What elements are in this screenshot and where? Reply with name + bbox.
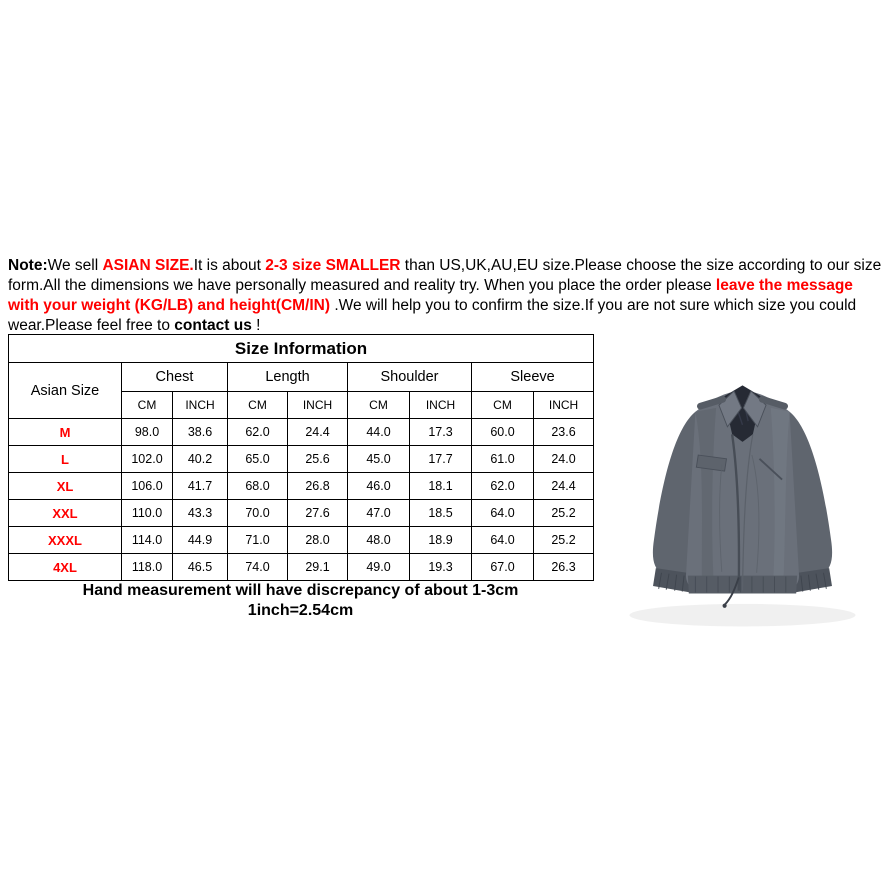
measurement-value: 61.0 [472, 446, 534, 473]
asian-size-header: Asian Size [9, 363, 122, 419]
disclaimer-line1: Hand measurement will have discrepancy of about 1-3cm [82, 582, 519, 599]
measurement-value: 114.0 [122, 527, 173, 554]
measurement-value: 67.0 [472, 554, 534, 581]
measurement-value: 64.0 [472, 500, 534, 527]
measurement-value: 25.2 [534, 500, 594, 527]
jacket-illustration [600, 342, 885, 634]
note-segment: It is about [193, 256, 266, 274]
note-segment: than US,UK,AU,EU size.Please choose the size according to our size form.All the dimensions we have personally measured and reality try. When you place the order please [8, 256, 882, 294]
unit-cm: CM [228, 392, 288, 419]
size-label: XXL [9, 500, 122, 527]
measurement-value: 48.0 [348, 527, 410, 554]
sleeve-header: Sleeve [472, 363, 594, 392]
note-contact-us: contact us [174, 316, 252, 334]
note-highlight-smaller: 2-3 size SMALLER [265, 256, 401, 274]
jacket-photo [600, 342, 885, 634]
measurement-value: 62.0 [472, 473, 534, 500]
table-title: Size Information [9, 335, 594, 363]
measurement-value: 27.6 [288, 500, 348, 527]
measurement-value: 74.0 [228, 554, 288, 581]
measurement-value: 19.3 [410, 554, 472, 581]
size-label: XL [9, 473, 122, 500]
measurement-value: 24.4 [534, 473, 594, 500]
measurement-value: 17.7 [410, 446, 472, 473]
table-row [9, 500, 594, 527]
measurement-value: 64.0 [472, 527, 534, 554]
measurement-value: 18.5 [410, 500, 472, 527]
measurement-value: 38.6 [173, 419, 228, 446]
measurement-value: 28.0 [288, 527, 348, 554]
shoulder-header: Shoulder [348, 363, 472, 392]
table-row [9, 554, 594, 581]
measurement-value: 65.0 [228, 446, 288, 473]
measurement-value: 70.0 [228, 500, 288, 527]
measurement-value: 47.0 [348, 500, 410, 527]
measurement-value: 44.9 [173, 527, 228, 554]
unit-inch: INCH [173, 392, 228, 419]
unit-cm: CM [122, 392, 173, 419]
measurement-value: 17.3 [410, 419, 472, 446]
size-label: XXXL [9, 527, 122, 554]
measurement-value: 25.6 [288, 446, 348, 473]
measurement-value: 68.0 [228, 473, 288, 500]
table-row [9, 527, 594, 554]
measurement-value: 26.3 [534, 554, 594, 581]
measurement-value: 24.4 [288, 419, 348, 446]
measurement-value: 71.0 [228, 527, 288, 554]
size-label: 4XL [9, 554, 122, 581]
measurement-value: 23.6 [534, 419, 594, 446]
measurement-value: 46.5 [173, 554, 228, 581]
size-label: L [9, 446, 122, 473]
note-highlight-weight-height: leave the message with your weight (KG/LB) and height(CM/IN) [8, 276, 853, 314]
measurement-value: 18.9 [410, 527, 472, 554]
chest-header: Chest [122, 363, 228, 392]
measurement-value: 102.0 [122, 446, 173, 473]
table-row [9, 473, 594, 500]
measurement-value: 18.1 [410, 473, 472, 500]
measurement-value: 44.0 [348, 419, 410, 446]
table-row [9, 446, 594, 473]
measurement-value: 43.3 [173, 500, 228, 527]
note-segment: ! [251, 316, 261, 334]
size-label: M [9, 419, 122, 446]
note-segment: .We will help you to confirm the size.If you are not sure which size you could wear.Please feel free to [8, 296, 857, 334]
measurement-value: 49.0 [348, 554, 410, 581]
unit-inch: INCH [288, 392, 348, 419]
unit-inch: INCH [410, 392, 472, 419]
measurement-value: 62.0 [228, 419, 288, 446]
measurement-value: 24.0 [534, 446, 594, 473]
measurement-disclaimer [8, 581, 593, 621]
measurement-value: 118.0 [122, 554, 173, 581]
table-row [9, 419, 594, 446]
note-segment: We sell [47, 256, 103, 274]
unit-cm: CM [348, 392, 410, 419]
measurement-value: 41.7 [173, 473, 228, 500]
measurement-value: 110.0 [122, 500, 173, 527]
length-header: Length [228, 363, 348, 392]
measurement-value: 60.0 [472, 419, 534, 446]
measurement-value: 45.0 [348, 446, 410, 473]
measurement-value: 26.8 [288, 473, 348, 500]
note-label: Note: [8, 256, 48, 274]
unit-inch: INCH [534, 392, 594, 419]
note-text [8, 256, 884, 336]
measurement-value: 29.1 [288, 554, 348, 581]
measurement-value: 40.2 [173, 446, 228, 473]
size-table [8, 334, 594, 581]
measurement-value: 98.0 [122, 419, 173, 446]
note-highlight-asian-size: ASIAN SIZE. [102, 256, 194, 274]
measurement-value: 46.0 [348, 473, 410, 500]
measurement-value: 25.2 [534, 527, 594, 554]
measurement-value: 106.0 [122, 473, 173, 500]
conversion-line: 1inch=2.54cm [247, 602, 354, 619]
unit-cm: CM [472, 392, 534, 419]
